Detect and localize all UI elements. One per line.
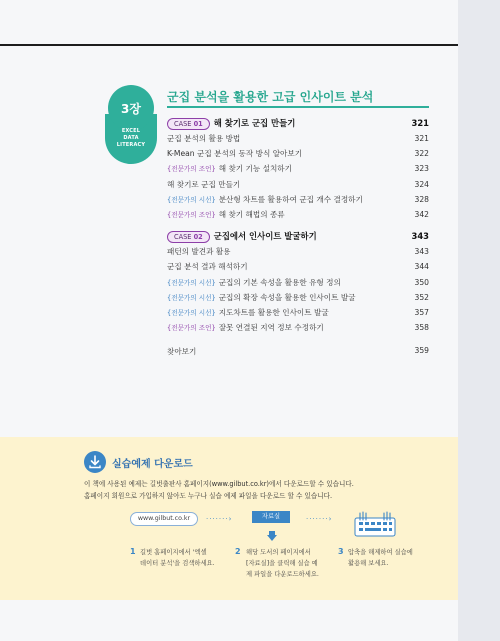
toc-item-title-wrap [167, 179, 240, 190]
case-label-text: CASE [174, 119, 194, 128]
toc-case-1[interactable] [167, 115, 429, 131]
website-url-box[interactable]: www.gilbut.co.kr [130, 512, 198, 526]
page-number: 352 [414, 292, 429, 302]
toc-item-title-wrap [167, 209, 285, 220]
toc-item-title: 군집의 확장 속성을 활용한 인사이트 발굴 [218, 292, 356, 302]
toc-item-tag: {전문가의 시선} [167, 278, 216, 287]
step-text-line: 활용해 보세요. [348, 560, 389, 567]
toc-item[interactable] [167, 320, 429, 335]
step-text-line: 길벗 홈페이지에서 '엑셀 [140, 549, 207, 556]
case-label-num: 02 [193, 232, 203, 241]
download-title: 실습예제 다운로드 [112, 459, 193, 470]
toc-item[interactable] [167, 244, 429, 259]
toc-case-2[interactable] [167, 228, 429, 244]
toc-item-tag: {전문가의 조언} [167, 324, 216, 333]
toc-item-tag: {전문가의 시선} [167, 195, 216, 204]
chapter-title: 군집 분석을 활용한 고급 인사이트 분석 [167, 90, 374, 104]
step-description [246, 547, 319, 580]
page-number: 359 [414, 346, 429, 355]
toc-item-title-wrap [167, 148, 302, 159]
toc-item[interactable] [167, 259, 429, 274]
toc-item-title-wrap [167, 322, 324, 333]
chapter-rule [167, 106, 429, 108]
toc-item[interactable] [167, 161, 429, 176]
toc-item-title: 잘못 연결된 지역 정보 수정하기 [218, 323, 324, 333]
archive-tag[interactable]: 자료실 [252, 511, 290, 523]
case-heading [167, 117, 295, 130]
step-text-line: 데이터 분석'을 검색하세요. [140, 560, 215, 567]
toc-item-title: 패턴의 발견과 활용 [167, 247, 231, 257]
toc-item-title: 해 찾기 기능 설치하기 [218, 164, 292, 174]
toc-item-title-wrap [167, 277, 341, 288]
case-label [167, 118, 210, 130]
toc-item-title: 군집의 기본 속성을 활용한 유형 정의 [218, 277, 341, 287]
page-number: 328 [414, 194, 429, 204]
step-text-line: 압축을 해제하여 실습에 [348, 549, 413, 556]
case-heading [167, 230, 317, 243]
toc-item-title: 군집 분석 결과 해석하기 [167, 262, 248, 272]
page-number: 342 [414, 210, 429, 220]
toc-item-title-wrap [167, 133, 240, 144]
download-icon [84, 451, 106, 473]
toc-item[interactable] [167, 192, 429, 207]
chapter-sub-line: LITERACY [116, 142, 146, 148]
step-number: 3 [338, 547, 344, 556]
page-number: 324 [414, 179, 429, 189]
toc-item-title-wrap [167, 163, 292, 174]
step-text-line: 제 파일을 다운로드하세요. [246, 571, 319, 578]
case-label-text: CASE [174, 232, 194, 241]
header-rule [0, 44, 458, 46]
step-number: 2 [235, 547, 241, 556]
page-number: 321 [414, 134, 429, 144]
toc-item-title-wrap [167, 246, 231, 257]
step-text-line: [자료실]을 클릭해 실습 예 [246, 560, 318, 567]
toc-item[interactable] [167, 177, 429, 192]
download-desc-line: 이 책에 사용된 예제는 길벗출판사 홈페이지(www.gilbut.co.kr)에서 다운로드할 수 있습니다. [84, 480, 354, 488]
table-of-contents [167, 115, 429, 335]
page-number: 350 [414, 277, 429, 287]
step-text-line: 해당 도서의 페이지에서 [246, 549, 311, 556]
page-number: 321 [411, 118, 429, 128]
case-title: 군집에서 인사이트 발굴하기 [213, 230, 317, 241]
page-number: 343 [414, 247, 429, 257]
step-arrow: ·······› [206, 515, 233, 523]
page-number: 323 [414, 164, 429, 174]
toc-item[interactable] [167, 290, 429, 305]
chapter-subtitle [105, 128, 157, 149]
download-desc-line: 홈페이지 회원으로 가입하지 않아도 누구나 실습 예제 파일을 다운로드 할 수 있습니다. [84, 492, 333, 500]
page-number: 357 [414, 307, 429, 317]
chapter-badge [108, 85, 154, 131]
toc-item-title-wrap [167, 194, 363, 205]
toc-index[interactable] [167, 346, 429, 357]
toc-item-title: 해 찾기 해법의 종류 [218, 210, 285, 220]
page-number: 344 [414, 262, 429, 272]
arrow-down-icon [266, 527, 278, 539]
page-number: 358 [414, 323, 429, 333]
toc-item-title: K-Mean 군집 분석의 동작 방식 알아보기 [167, 149, 303, 159]
step-description [140, 547, 215, 569]
toc-item-title: 군집 분석의 활용 방법 [167, 134, 241, 144]
toc-item-tag: {전문가의 조언} [167, 165, 216, 174]
toc-item[interactable] [167, 305, 429, 320]
download-description [84, 478, 424, 502]
toc-item-title: 분산형 차트를 활용하여 군집 개수 결정하기 [218, 194, 363, 204]
page-background [458, 0, 500, 641]
case-title: 해 찾기로 군집 만들기 [213, 117, 296, 128]
case-label [167, 231, 210, 243]
toc-item-title-wrap [167, 307, 329, 318]
toc-item-tag: {전문가의 시선} [167, 293, 216, 302]
step-number: 1 [130, 547, 136, 556]
page-number: 322 [414, 149, 429, 159]
toc-item-title: 지도차트를 활용한 인사이트 발굴 [218, 307, 329, 317]
toc-item-tag: {전문가의 조언} [167, 211, 216, 220]
case-label-num: 01 [193, 119, 203, 128]
toc-item[interactable] [167, 131, 429, 146]
toc-item-title-wrap [167, 261, 248, 272]
keyboard-hands-icon [352, 510, 398, 540]
chapter-number: 3장 [121, 101, 141, 116]
page-number: 343 [411, 231, 429, 242]
step-arrow: ·······› [306, 515, 333, 523]
index-title: 찾아보기 [167, 347, 197, 356]
step-description [348, 547, 413, 569]
toc-item[interactable] [167, 275, 429, 290]
chapter-sub-line: EXCEL [121, 128, 141, 134]
toc-item-tag: {전문가의 시선} [167, 308, 216, 317]
toc-item[interactable] [167, 207, 429, 222]
toc-item-title-wrap [167, 292, 356, 303]
toc-item-title: 해 찾기로 군집 만들기 [167, 179, 241, 189]
toc-item[interactable] [167, 146, 429, 161]
chapter-sub-line: DATA [123, 135, 139, 141]
